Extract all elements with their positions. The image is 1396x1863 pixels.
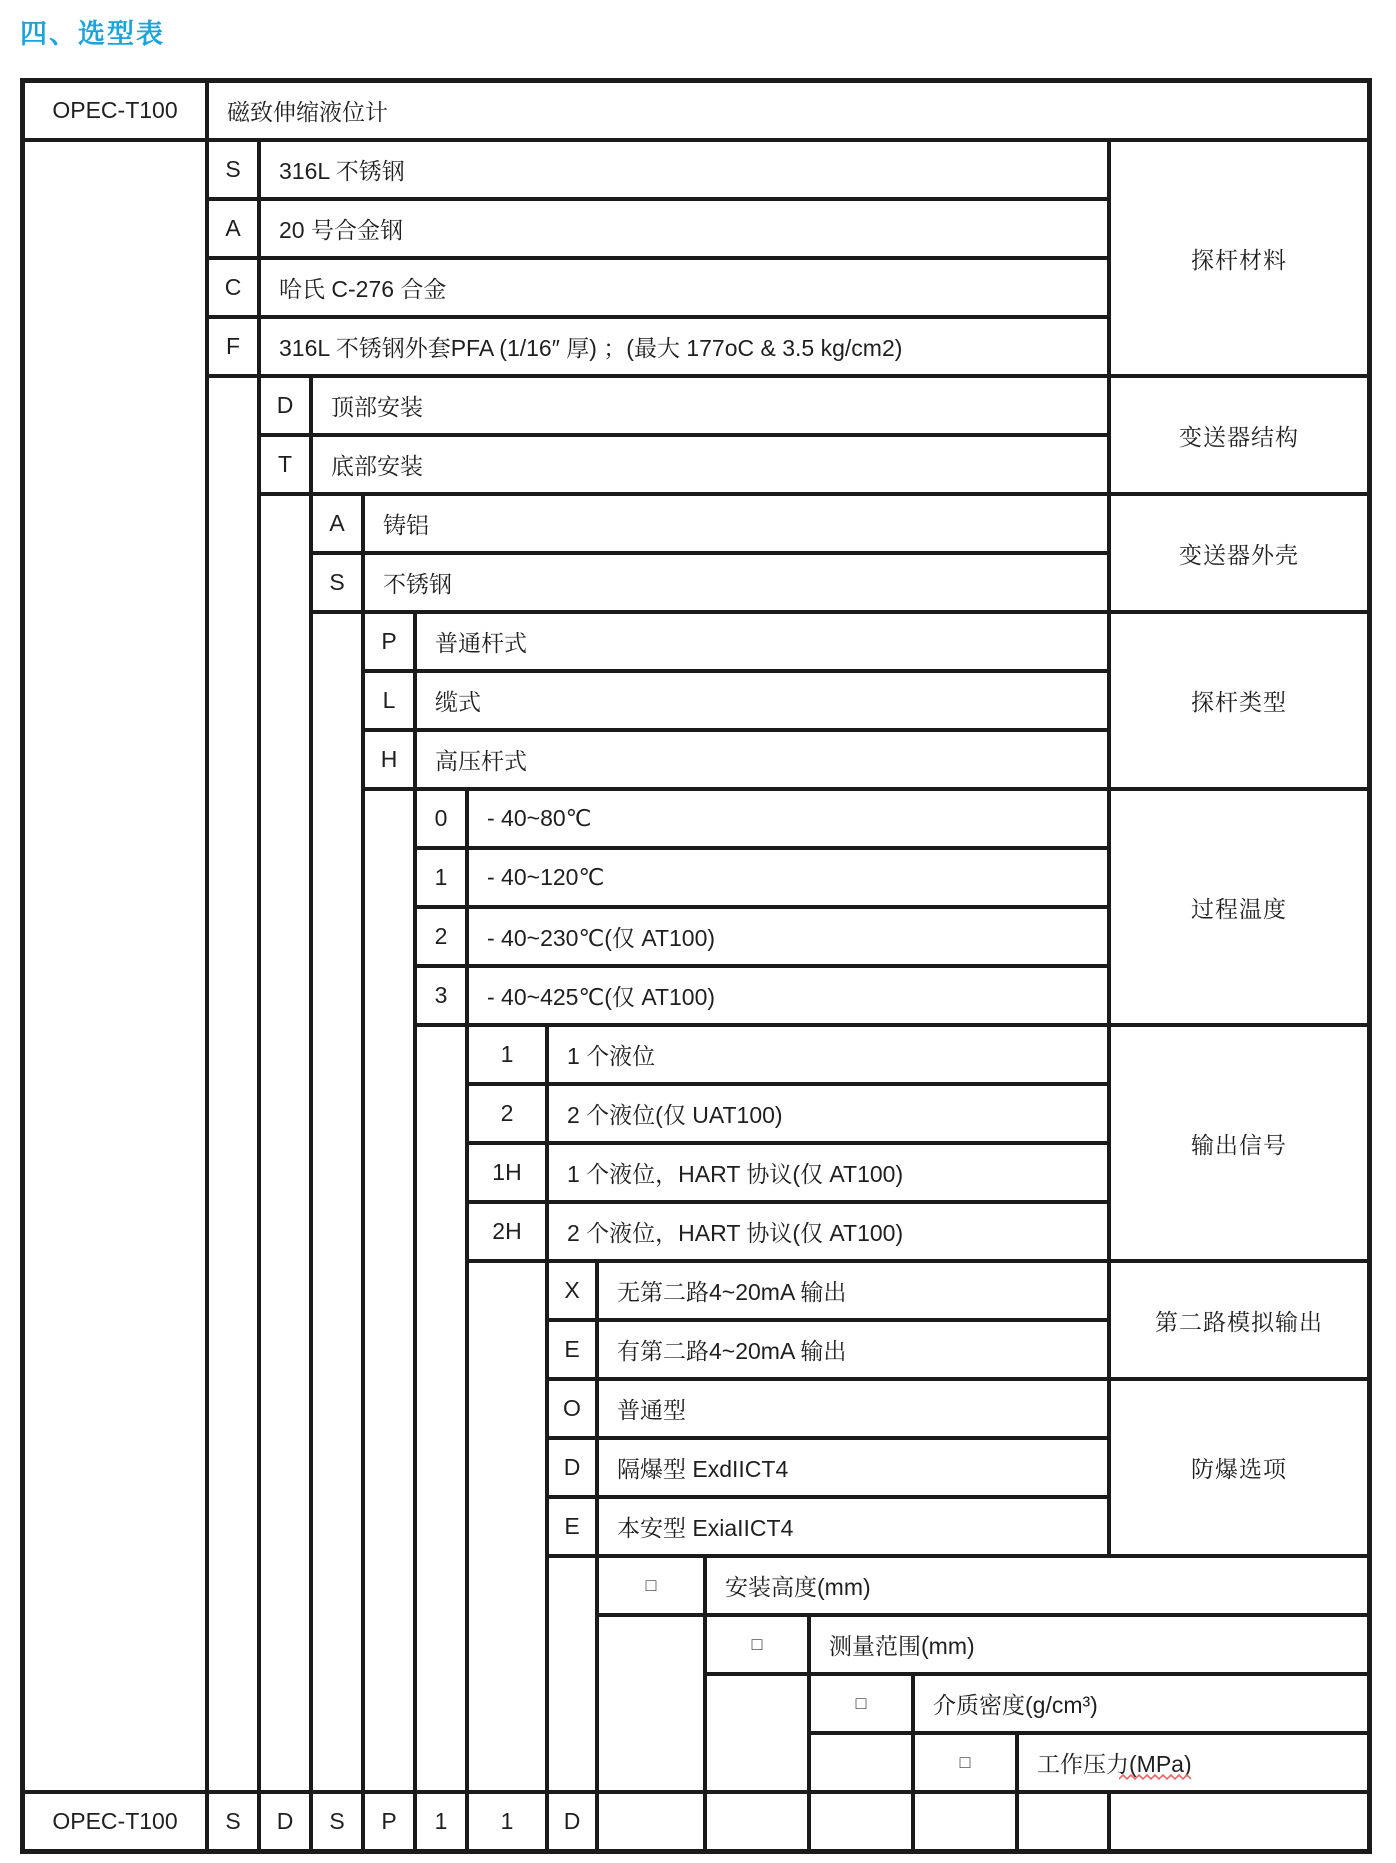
option-description: 有第二路4~20mA 输出 <box>599 1322 1107 1377</box>
spec-description-text: 工作压力(MPa) <box>1037 1751 1192 1777</box>
category-label: 探杆材料 <box>1111 142 1367 374</box>
category-label: 过程温度 <box>1111 791 1367 1023</box>
option-code: 1 <box>469 1027 545 1082</box>
option-description: 铸铝 <box>365 496 1107 551</box>
placeholder-box: □ <box>915 1735 1015 1790</box>
category-label: 第二路模拟输出 <box>1111 1263 1367 1377</box>
model-description: 磁致伸缩液位计 <box>209 83 1367 138</box>
option-code: F <box>209 319 257 374</box>
ladder-cell <box>549 1558 595 1790</box>
example-code: D <box>549 1794 595 1849</box>
category-label: 输出信号 <box>1111 1027 1367 1259</box>
option-description: - 40~80℃ <box>469 791 1107 846</box>
ladder-cell <box>469 1263 545 1790</box>
ladder-cell <box>417 1027 465 1790</box>
option-code: H <box>365 732 413 787</box>
option-code: A <box>209 201 257 256</box>
option-description: 普通型 <box>599 1381 1107 1436</box>
spellcheck-squiggle-icon <box>1119 1774 1193 1781</box>
option-code: 2H <box>469 1204 545 1259</box>
option-code: D <box>549 1440 595 1495</box>
option-code: T <box>261 437 309 492</box>
spec-description: 安装高度(mm) <box>707 1558 1367 1613</box>
option-code: L <box>365 673 413 728</box>
ladder-cell <box>261 496 309 1790</box>
option-code: E <box>549 1322 595 1377</box>
placeholder-box: □ <box>707 1617 807 1672</box>
option-description: 316L 不锈钢 <box>261 142 1107 197</box>
category-label: 防爆选项 <box>1111 1381 1367 1554</box>
option-description: 缆式 <box>417 673 1107 728</box>
option-code: O <box>549 1381 595 1436</box>
ladder-cell <box>25 142 205 1790</box>
option-code: 3 <box>417 968 465 1023</box>
empty-cell <box>599 1794 703 1849</box>
empty-cell <box>1111 1794 1367 1849</box>
category-label: 变送器外壳 <box>1111 496 1367 610</box>
example-code: S <box>209 1794 257 1849</box>
option-description: 无第二路4~20mA 输出 <box>599 1263 1107 1318</box>
spec-description: 测量范围(mm) <box>811 1617 1367 1672</box>
empty-cell <box>915 1794 1015 1849</box>
category-label: 变送器结构 <box>1111 378 1367 492</box>
option-description: - 40~120℃ <box>469 850 1107 905</box>
option-code: S <box>209 142 257 197</box>
option-description: - 40~425℃(仅 AT100) <box>469 968 1107 1023</box>
option-description: - 40~230℃(仅 AT100) <box>469 909 1107 964</box>
option-code: E <box>549 1499 595 1554</box>
example-code: S <box>313 1794 361 1849</box>
option-code: X <box>549 1263 595 1318</box>
ladder-cell <box>365 791 413 1790</box>
empty-cell <box>1019 1794 1107 1849</box>
option-description: 2 个液位，HART 协议(仅 AT100) <box>549 1204 1107 1259</box>
spec-description: 介质密度(g/cm³) <box>915 1676 1367 1731</box>
example-code: P <box>365 1794 413 1849</box>
spec-description <box>1019 1735 1367 1790</box>
option-code: C <box>209 260 257 315</box>
model-code-cell: OPEC-T100 <box>25 83 205 138</box>
option-description: 普通杆式 <box>417 614 1107 669</box>
option-code: D <box>261 378 309 433</box>
option-description: 2 个液位(仅 UAT100) <box>549 1086 1107 1141</box>
option-description: 20 号合金钢 <box>261 201 1107 256</box>
option-description: 1 个液位 <box>549 1027 1107 1082</box>
ladder-cell <box>707 1676 807 1790</box>
option-code: P <box>365 614 413 669</box>
empty-cell <box>707 1794 807 1849</box>
option-description: 本安型 ExiaIICT4 <box>599 1499 1107 1554</box>
ladder-cell <box>313 614 361 1790</box>
option-code: 2 <box>417 909 465 964</box>
option-code: 1H <box>469 1145 545 1200</box>
option-code: 1 <box>417 850 465 905</box>
option-code: 0 <box>417 791 465 846</box>
option-description: 高压杆式 <box>417 732 1107 787</box>
option-description: 不锈钢 <box>365 555 1107 610</box>
placeholder-box: □ <box>599 1558 703 1613</box>
example-code: 1 <box>417 1794 465 1849</box>
ladder-cell <box>599 1617 703 1790</box>
selection-table <box>20 78 1372 1854</box>
option-code: S <box>313 555 361 610</box>
option-code: 2 <box>469 1086 545 1141</box>
ladder-cell <box>811 1735 911 1790</box>
example-code: D <box>261 1794 309 1849</box>
category-label: 探杆类型 <box>1111 614 1367 787</box>
option-description: 底部安装 <box>313 437 1107 492</box>
placeholder-box: □ <box>811 1676 911 1731</box>
option-description: 隔爆型 ExdIICT4 <box>599 1440 1107 1495</box>
option-description: 316L 不锈钢外套PFA (1/16″ 厚) ；(最大 177oC & 3.5 kg/cm2) <box>261 319 1107 374</box>
empty-cell <box>811 1794 911 1849</box>
example-code: 1 <box>469 1794 545 1849</box>
page-title: 四、选型表 <box>20 19 165 49</box>
option-code: A <box>313 496 361 551</box>
option-description: 顶部安装 <box>313 378 1107 433</box>
option-description: 哈氏 C-276 合金 <box>261 260 1107 315</box>
ladder-cell <box>209 378 257 1790</box>
option-description: 1 个液位，HART 协议(仅 AT100) <box>549 1145 1107 1200</box>
example-model: OPEC-T100 <box>25 1794 205 1849</box>
